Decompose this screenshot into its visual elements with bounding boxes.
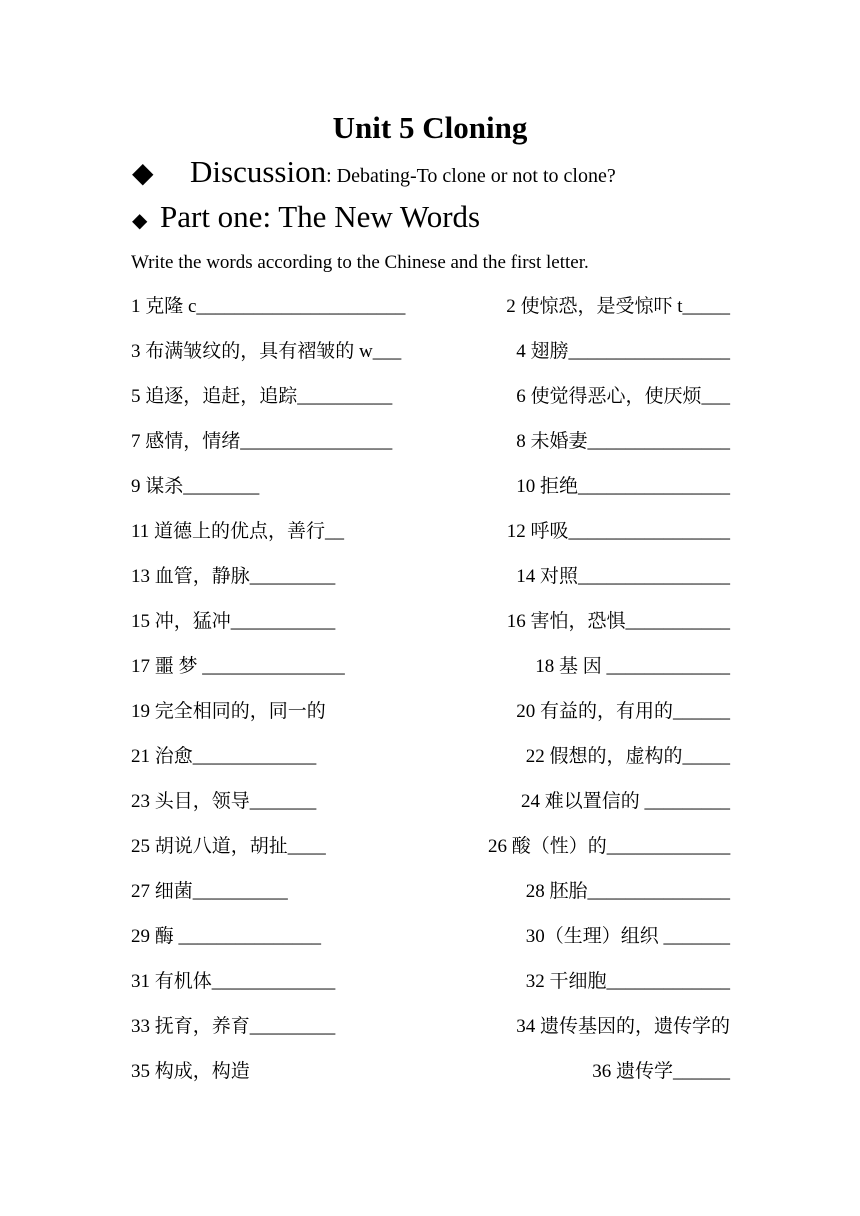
word-row	[0, 474, 860, 519]
part-one-heading	[132, 199, 480, 239]
word-item: 27 细菌__________	[131, 881, 288, 902]
word-row	[0, 789, 860, 834]
word-row	[0, 879, 860, 924]
word-row	[0, 699, 860, 744]
word-item: 11 道德上的优点，善行__	[131, 521, 345, 542]
word-item: 26 酸（性）的_____________	[488, 836, 731, 857]
word-item: 24 难以置信的 _________	[520, 791, 730, 812]
discussion-heading: Discussion	[190, 154, 327, 189]
word-row	[0, 1014, 860, 1059]
word-row	[0, 654, 860, 699]
word-item: 4 翅膀_________________	[516, 341, 730, 362]
word-item: 32 干细胞_____________	[525, 971, 730, 992]
word-item: 13 血管，静脉_________	[131, 566, 336, 587]
word-item: 36 遗传学______	[592, 1061, 730, 1082]
word-item: 8 未婚妻_______________	[516, 431, 730, 452]
word-row	[0, 1059, 860, 1104]
word-row	[0, 429, 860, 474]
word-item: 16 害怕，恐惧___________	[506, 611, 730, 632]
discussion-topic: : Debating-To clone or not to clone?	[326, 165, 616, 187]
word-item: 23 头目，领导_______	[131, 791, 317, 812]
word-item: 35 构成，构造	[131, 1061, 250, 1082]
word-row	[0, 384, 860, 429]
word-row	[0, 339, 860, 384]
word-row	[0, 924, 860, 969]
word-item: 5 追逐，追赶，追踪__________	[131, 386, 393, 407]
word-row	[0, 609, 860, 654]
word-item: 34 遗传基因的，遗传学的	[516, 1016, 730, 1037]
word-item: 9 谋杀________	[131, 476, 260, 497]
page-title: Unit 5 Cloning	[332, 110, 528, 145]
word-row	[0, 834, 860, 879]
word-item: 19 完全相同的，同一的	[131, 701, 326, 722]
word-item: 12 呼吸_________________	[506, 521, 730, 542]
diamond-bullet-icon: ◆	[132, 158, 154, 189]
discussion-line	[132, 154, 616, 194]
word-item: 28 胚胎_______________	[525, 881, 730, 902]
word-item: 2 使惊恐，是受惊吓 t_____	[506, 296, 730, 317]
word-item: 31 有机体_____________	[131, 971, 336, 992]
word-row	[0, 744, 860, 789]
diamond-bullet-icon: ◆	[132, 210, 148, 232]
word-item: 10 拒绝________________	[516, 476, 730, 497]
word-item: 17 噩 梦 _______________	[131, 656, 345, 677]
word-item: 29 酶 _______________	[131, 926, 322, 947]
word-item: 18 基 因 _____________	[535, 656, 730, 677]
word-row	[0, 294, 860, 339]
word-item: 3 布满皱纹的，具有褶皱的 w___	[131, 341, 402, 362]
part-one-title: Part one: The New Words	[160, 199, 481, 234]
word-item: 15 冲，猛冲___________	[131, 611, 336, 632]
word-item: 7 感情，情绪________________	[131, 431, 393, 452]
word-row	[0, 519, 860, 564]
word-item: 20 有益的，有用的______	[516, 701, 730, 722]
word-item: 6 使觉得恶心，使厌烦___	[516, 386, 730, 407]
instruction-text: Write the words according to the Chinese and the first letter.	[131, 252, 589, 273]
word-item: 1 克隆 c______________________	[131, 296, 406, 317]
word-item: 25 胡说八道，胡扯____	[131, 836, 326, 857]
word-row	[0, 564, 860, 609]
word-item: 22 假想的，虚构的_____	[525, 746, 730, 767]
word-item: 21 治愈_____________	[131, 746, 317, 767]
word-row	[0, 969, 860, 1014]
word-item: 14 对照________________	[516, 566, 730, 587]
word-item: 30（生理）组织 _______	[525, 926, 730, 947]
word-item: 33 抚育，养育_________	[131, 1016, 336, 1037]
